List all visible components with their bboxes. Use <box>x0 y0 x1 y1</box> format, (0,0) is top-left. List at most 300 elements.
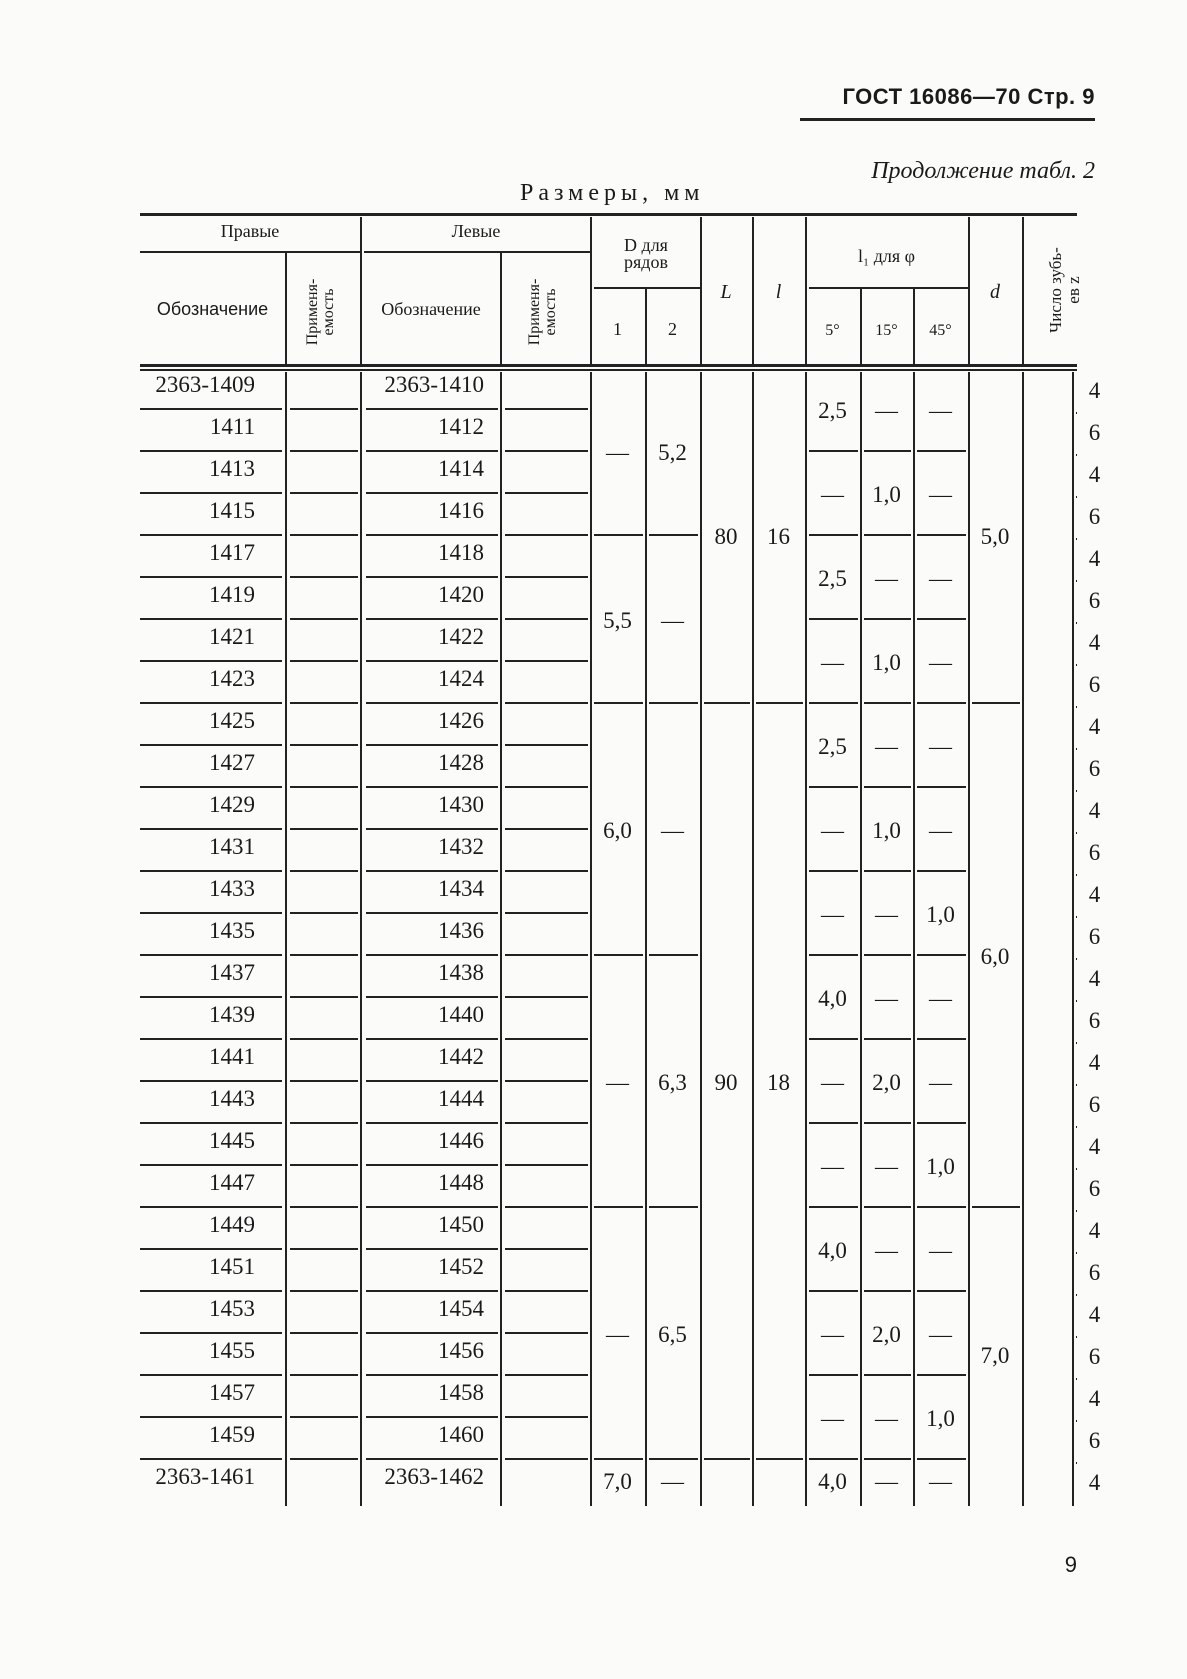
row-rule <box>366 618 498 620</box>
right-designation: 1435 <box>209 918 255 943</box>
row-rule <box>505 1080 588 1082</box>
left-designation: 1460 <box>438 1422 484 1447</box>
l1-5deg-value: — <box>821 1406 844 1431</box>
teeth-count: 4 <box>1088 378 1101 403</box>
teeth-rule <box>1076 496 1077 498</box>
l1-5deg-value: — <box>821 482 844 507</box>
right-designation: 1411 <box>209 414 255 439</box>
left-designation: 1436 <box>438 918 484 943</box>
row-rule <box>140 1248 282 1250</box>
l1-5deg-value: — <box>821 1070 844 1095</box>
L-value: 90 <box>714 1070 738 1095</box>
l1-45deg-value: 1,0 <box>926 1406 955 1431</box>
right-designation: 1425 <box>209 708 255 733</box>
teeth-count: 4 <box>1088 714 1101 739</box>
d-row1-value-rule <box>594 534 643 536</box>
row-rule <box>366 996 498 998</box>
row-rule <box>290 870 358 872</box>
row-rule <box>505 1374 588 1376</box>
left-designation: 1458 <box>438 1380 484 1405</box>
l1-5deg-value: — <box>821 902 844 927</box>
row-rule <box>140 828 282 830</box>
hdr-vline <box>805 217 807 364</box>
l1-5deg-value: 2,5 <box>818 566 847 591</box>
row-rule <box>140 534 282 536</box>
header-l1-phi: l₁ для φ <box>857 246 916 266</box>
d-row2-value: — <box>661 818 684 843</box>
l1-45deg-value: 1,0 <box>926 902 955 927</box>
l1-15deg-value-rule <box>864 1206 911 1208</box>
l1-15deg-value: — <box>875 986 898 1011</box>
l1-45deg-value: — <box>929 986 952 1011</box>
table-top-rule <box>140 213 1077 216</box>
teeth-count: 4 <box>1088 1134 1101 1159</box>
row-rule <box>290 744 358 746</box>
right-designation: 1445 <box>209 1128 255 1153</box>
right-designation: 1417 <box>209 540 255 565</box>
l1-5deg-value: — <box>821 650 844 675</box>
l1-45deg-value: — <box>929 650 952 675</box>
l1-15deg-value-rule <box>864 534 911 536</box>
l-value-rule <box>756 702 803 704</box>
left-designation: 1418 <box>438 540 484 565</box>
right-designation: 1421 <box>209 624 255 649</box>
row-rule <box>290 1164 358 1166</box>
l1-15deg-value: — <box>875 1238 898 1263</box>
left-designation: 1434 <box>438 876 484 901</box>
l1-5deg-value-rule <box>809 1038 858 1040</box>
row-rule <box>140 1122 282 1124</box>
left-designation: 1426 <box>438 708 484 733</box>
d-value-rule <box>972 702 1020 704</box>
left-designation: 1432 <box>438 834 484 859</box>
l1-45deg-value-rule <box>917 1290 966 1292</box>
teeth-count: 6 <box>1088 1344 1101 1369</box>
teeth-rule <box>1076 664 1077 666</box>
d-row2-value-rule <box>649 1206 698 1208</box>
row-rule <box>140 1164 282 1166</box>
row-rule <box>366 786 498 788</box>
row-rule <box>290 492 358 494</box>
header-right: Правые <box>220 221 280 241</box>
header-bottom-rule-2 <box>140 369 1077 371</box>
l1-45deg-value: — <box>929 1322 952 1347</box>
row-rule <box>505 1290 588 1292</box>
l1-45deg-value-rule <box>917 618 966 620</box>
row-rule <box>290 660 358 662</box>
row-rule <box>366 1164 498 1166</box>
row-rule <box>505 1248 588 1250</box>
d-row2-value-rule <box>649 534 698 536</box>
d-row2-value: 6,5 <box>658 1322 687 1347</box>
header-d-small: d <box>990 281 1000 303</box>
header-row2: 2 <box>668 319 677 339</box>
teeth-rule <box>1076 832 1077 834</box>
d-row1-value-rule <box>594 1206 643 1208</box>
row-rule <box>290 786 358 788</box>
row-rule <box>140 576 282 578</box>
l1-15deg-value-rule <box>864 786 911 788</box>
left-designation: 1452 <box>438 1254 484 1279</box>
l1-45deg-value: — <box>929 734 952 759</box>
right-designation: 1437 <box>209 960 255 985</box>
teeth-count: 6 <box>1088 1260 1101 1285</box>
row-rule <box>366 1332 498 1334</box>
l-value-rule <box>756 1458 803 1460</box>
l1-5deg-value: 4,0 <box>818 986 847 1011</box>
page-header <box>842 84 1095 110</box>
d-row2-value: — <box>661 1469 684 1494</box>
teeth-count: 6 <box>1088 1008 1101 1033</box>
teeth-rule <box>1076 1042 1077 1044</box>
row-rule <box>140 912 282 914</box>
teeth-count: 4 <box>1088 1050 1101 1075</box>
header-15deg: 15° <box>875 322 898 339</box>
row-rule <box>505 660 588 662</box>
row-rule <box>505 1164 588 1166</box>
row-rule <box>366 534 498 536</box>
d-value: 5,0 <box>980 524 1010 549</box>
right-designation: 1453 <box>209 1296 255 1321</box>
header-L: L <box>720 281 732 303</box>
teeth-rule <box>1076 874 1077 876</box>
right-designation: 1415 <box>209 498 255 523</box>
row-rule <box>505 1458 588 1460</box>
teeth-rule <box>1076 580 1077 582</box>
row-rule <box>140 1080 282 1082</box>
d-row2-value-rule <box>649 702 698 704</box>
teeth-rule <box>1076 1210 1077 1212</box>
row-rule <box>290 1290 358 1292</box>
row-rule <box>140 1332 282 1334</box>
l1-45deg-value-rule <box>917 1122 966 1124</box>
d-value: 7,0 <box>980 1343 1010 1368</box>
continuation-caption: Продолжение табл. 2 <box>871 158 1095 184</box>
row-rule <box>140 618 282 620</box>
teeth-rule <box>1076 1420 1077 1422</box>
teeth-rule <box>1076 412 1077 414</box>
row-rule <box>140 1290 282 1292</box>
row-rule <box>505 492 588 494</box>
row-rule <box>366 1080 498 1082</box>
teeth-rule <box>1076 1378 1077 1380</box>
row-rule <box>366 1248 498 1250</box>
row-rule <box>366 744 498 746</box>
l1-5deg-value-rule <box>809 1374 858 1376</box>
l1-15deg-value-rule <box>864 618 911 620</box>
row-rule <box>290 1206 358 1208</box>
left-designation: 1442 <box>438 1044 484 1069</box>
right-designation: 1427 <box>209 750 255 775</box>
l1-15deg-value-rule <box>864 1038 911 1040</box>
d-row2-value: — <box>661 608 684 633</box>
hdr-vline <box>285 252 287 364</box>
l1-15deg-value-rule <box>864 450 911 452</box>
l1-15deg-value-rule <box>864 954 911 956</box>
l1-15deg-value: 2,0 <box>872 1322 901 1347</box>
hdr-sub-rule <box>364 251 590 253</box>
l1-45deg-value-rule <box>917 702 966 704</box>
teeth-rule <box>1076 1336 1077 1338</box>
teeth-rule <box>1076 1462 1077 1464</box>
right-designation: 1449 <box>209 1212 255 1237</box>
l1-15deg-value: — <box>875 1406 898 1431</box>
l1-15deg-value-rule <box>864 1458 911 1460</box>
right-designation: 1419 <box>209 582 255 607</box>
l1-15deg-value: — <box>875 734 898 759</box>
teeth-count: 4 <box>1088 462 1101 487</box>
row-rule <box>505 954 588 956</box>
teeth-rule <box>1076 916 1077 918</box>
row-rule <box>366 660 498 662</box>
row-rule <box>505 870 588 872</box>
row-rule <box>366 492 498 494</box>
right-designation: 1443 <box>209 1086 255 1111</box>
row-rule <box>366 1374 498 1376</box>
l1-5deg-value: — <box>821 1322 844 1347</box>
right-designation: 1441 <box>209 1044 255 1069</box>
teeth-count: 4 <box>1088 1218 1101 1243</box>
d-value-rule <box>972 1206 1020 1208</box>
teeth-rule <box>1076 454 1077 456</box>
l1-5deg-value: 4,0 <box>818 1238 847 1263</box>
row-rule <box>290 1374 358 1376</box>
row-rule <box>140 660 282 662</box>
row-rule <box>290 1080 358 1082</box>
hdr-sub-rule <box>594 287 700 289</box>
l1-15deg-value: — <box>875 398 898 423</box>
L-value-rule <box>704 702 750 704</box>
header-5deg: 5° <box>825 322 840 339</box>
row-rule <box>140 1206 282 1208</box>
row-rule <box>290 828 358 830</box>
d-row1-value: 7,0 <box>603 1469 632 1494</box>
l1-15deg-value: — <box>875 1469 898 1494</box>
row-rule <box>140 450 282 452</box>
teeth-rule <box>1076 706 1077 708</box>
row-rule <box>140 1416 282 1418</box>
right-designation: 1457 <box>209 1380 255 1405</box>
units-caption: Размеры, мм <box>520 180 705 206</box>
page-label: Стр. 9 <box>1027 84 1095 109</box>
l1-45deg-value-rule <box>917 1374 966 1376</box>
d-value: 6,0 <box>980 944 1010 969</box>
l1-5deg-value: — <box>821 1154 844 1179</box>
left-designation: 1446 <box>438 1128 484 1153</box>
row-rule <box>366 1416 498 1418</box>
l1-45deg-value-rule <box>917 450 966 452</box>
teeth-rule <box>1076 748 1077 750</box>
hdr-vline <box>500 252 502 364</box>
teeth-rule <box>1076 1294 1077 1296</box>
row-rule <box>140 408 282 410</box>
d-row2-value: 6,3 <box>658 1070 687 1095</box>
d-row1-value: — <box>606 440 629 465</box>
left-designation: 1412 <box>438 414 484 439</box>
l1-15deg-value: 1,0 <box>872 482 901 507</box>
l1-45deg-value-rule <box>917 1458 966 1460</box>
l1-45deg-value-rule <box>917 1038 966 1040</box>
right-designation: 1431 <box>209 834 255 859</box>
row-rule <box>290 996 358 998</box>
l1-15deg-value: 1,0 <box>872 650 901 675</box>
teeth-rule <box>1076 622 1077 624</box>
row-rule <box>366 954 498 956</box>
left-designation: 2363-1462 <box>384 1464 484 1489</box>
standard-number: ГОСТ 16086—70 <box>842 84 1021 109</box>
left-designation: 1420 <box>438 582 484 607</box>
teeth-count: 4 <box>1088 798 1101 823</box>
header-rule <box>800 118 1095 121</box>
row-rule <box>366 1458 498 1460</box>
header-45deg: 45° <box>929 322 952 339</box>
row-rule <box>505 786 588 788</box>
l1-5deg-value: 4,0 <box>818 1469 847 1494</box>
l1-5deg-value-rule <box>809 786 858 788</box>
teeth-count: 6 <box>1088 588 1101 613</box>
d-row1-value: 5,5 <box>603 608 632 633</box>
row-rule <box>140 702 282 704</box>
l1-5deg-value-rule <box>809 954 858 956</box>
row-rule <box>366 1038 498 1040</box>
left-designation: 1444 <box>438 1086 484 1111</box>
teeth-count: 4 <box>1088 1470 1101 1495</box>
left-designation: 1428 <box>438 750 484 775</box>
row-rule <box>505 534 588 536</box>
teeth-count: 6 <box>1088 1428 1101 1453</box>
row-rule <box>290 618 358 620</box>
teeth-rule <box>1076 1000 1077 1002</box>
l1-15deg-value: 1,0 <box>872 818 901 843</box>
l1-15deg-value: — <box>875 1154 898 1179</box>
row-rule <box>290 954 358 956</box>
row-rule <box>290 1122 358 1124</box>
left-designation: 1438 <box>438 960 484 985</box>
header-teeth: Число зубь- ев z <box>1046 247 1083 333</box>
l-value: 16 <box>767 524 790 549</box>
teeth-count: 6 <box>1088 840 1101 865</box>
l1-15deg-value-rule <box>864 1290 911 1292</box>
l1-5deg-value: 2,5 <box>818 734 847 759</box>
teeth-count: 4 <box>1088 546 1101 571</box>
teeth-count: 6 <box>1088 504 1101 529</box>
teeth-rule <box>1076 958 1077 960</box>
left-designation: 1416 <box>438 498 484 523</box>
left-designation: 1422 <box>438 624 484 649</box>
d-row2-value: 5,2 <box>658 440 687 465</box>
l1-5deg-value-rule <box>809 870 858 872</box>
left-designation: 1448 <box>438 1170 484 1195</box>
page-number: 9 <box>1064 1552 1077 1577</box>
teeth-count: 6 <box>1088 756 1101 781</box>
teeth-rule <box>1076 1252 1077 1254</box>
row-rule <box>505 744 588 746</box>
l1-15deg-value-rule <box>864 1374 911 1376</box>
l1-5deg-value-rule <box>809 1122 858 1124</box>
l1-5deg-value-rule <box>809 618 858 620</box>
row-rule <box>290 576 358 578</box>
l1-5deg-value-rule <box>809 1458 858 1460</box>
teeth-count: 6 <box>1088 924 1101 949</box>
teeth-count: 4 <box>1088 966 1101 991</box>
left-designation: 1454 <box>438 1296 484 1321</box>
l1-45deg-value: — <box>929 566 952 591</box>
body-vline <box>500 372 502 1506</box>
header-d-rows: D для рядов <box>624 235 668 272</box>
l1-45deg-value-rule <box>917 870 966 872</box>
right-designation: 1423 <box>209 666 255 691</box>
right-designation: 1439 <box>209 1002 255 1027</box>
right-designation: 2363-1461 <box>155 1464 255 1489</box>
row-rule <box>366 828 498 830</box>
row-rule <box>366 1206 498 1208</box>
row-rule <box>366 912 498 914</box>
row-rule <box>140 996 282 998</box>
row-rule <box>505 702 588 704</box>
teeth-count: 6 <box>1088 1176 1101 1201</box>
row-rule <box>505 996 588 998</box>
left-designation: 2363-1410 <box>384 372 484 397</box>
l1-45deg-value-rule <box>917 954 966 956</box>
teeth-rule <box>1076 538 1077 540</box>
row-rule <box>140 492 282 494</box>
row-rule <box>366 702 498 704</box>
left-designation: 1440 <box>438 1002 484 1027</box>
L-value-rule <box>704 1458 750 1460</box>
row-rule <box>366 408 498 410</box>
l1-5deg-value-rule <box>809 534 858 536</box>
row-rule <box>140 1458 282 1460</box>
row-rule <box>366 576 498 578</box>
l1-5deg-value: 2,5 <box>818 398 847 423</box>
right-designation: 1413 <box>209 456 255 481</box>
l1-45deg-value: — <box>929 398 952 423</box>
row-rule <box>290 408 358 410</box>
teeth-count: 6 <box>1088 420 1101 445</box>
right-designation: 2363-1409 <box>155 372 255 397</box>
l1-15deg-value-rule <box>864 1122 911 1124</box>
teeth-count: 4 <box>1088 1386 1101 1411</box>
left-designation: 1414 <box>438 456 484 481</box>
row-rule <box>290 534 358 536</box>
row-rule <box>140 1374 282 1376</box>
l1-45deg-value-rule <box>917 534 966 536</box>
row-rule <box>505 1332 588 1334</box>
l1-45deg-value-rule <box>917 1206 966 1208</box>
row-rule <box>290 912 358 914</box>
right-designation: 1459 <box>209 1422 255 1447</box>
body-vline <box>285 372 287 1506</box>
row-rule <box>366 1290 498 1292</box>
row-rule <box>140 786 282 788</box>
row-rule <box>290 1038 358 1040</box>
row-rule <box>290 450 358 452</box>
d-row1-value-rule <box>594 702 643 704</box>
l1-5deg-value: — <box>821 818 844 843</box>
row-rule <box>505 828 588 830</box>
l1-45deg-value: — <box>929 818 952 843</box>
teeth-rule <box>1076 1126 1077 1128</box>
header-l: l <box>775 281 782 303</box>
teeth-rule <box>1076 1084 1077 1086</box>
row-rule <box>505 408 588 410</box>
header-bottom-rule <box>140 364 1077 367</box>
right-designation: 1455 <box>209 1338 255 1363</box>
l1-45deg-value: 1,0 <box>926 1154 955 1179</box>
l1-45deg-value: — <box>929 1238 952 1263</box>
l1-15deg-value: 2,0 <box>872 1070 901 1095</box>
row-rule <box>366 1122 498 1124</box>
